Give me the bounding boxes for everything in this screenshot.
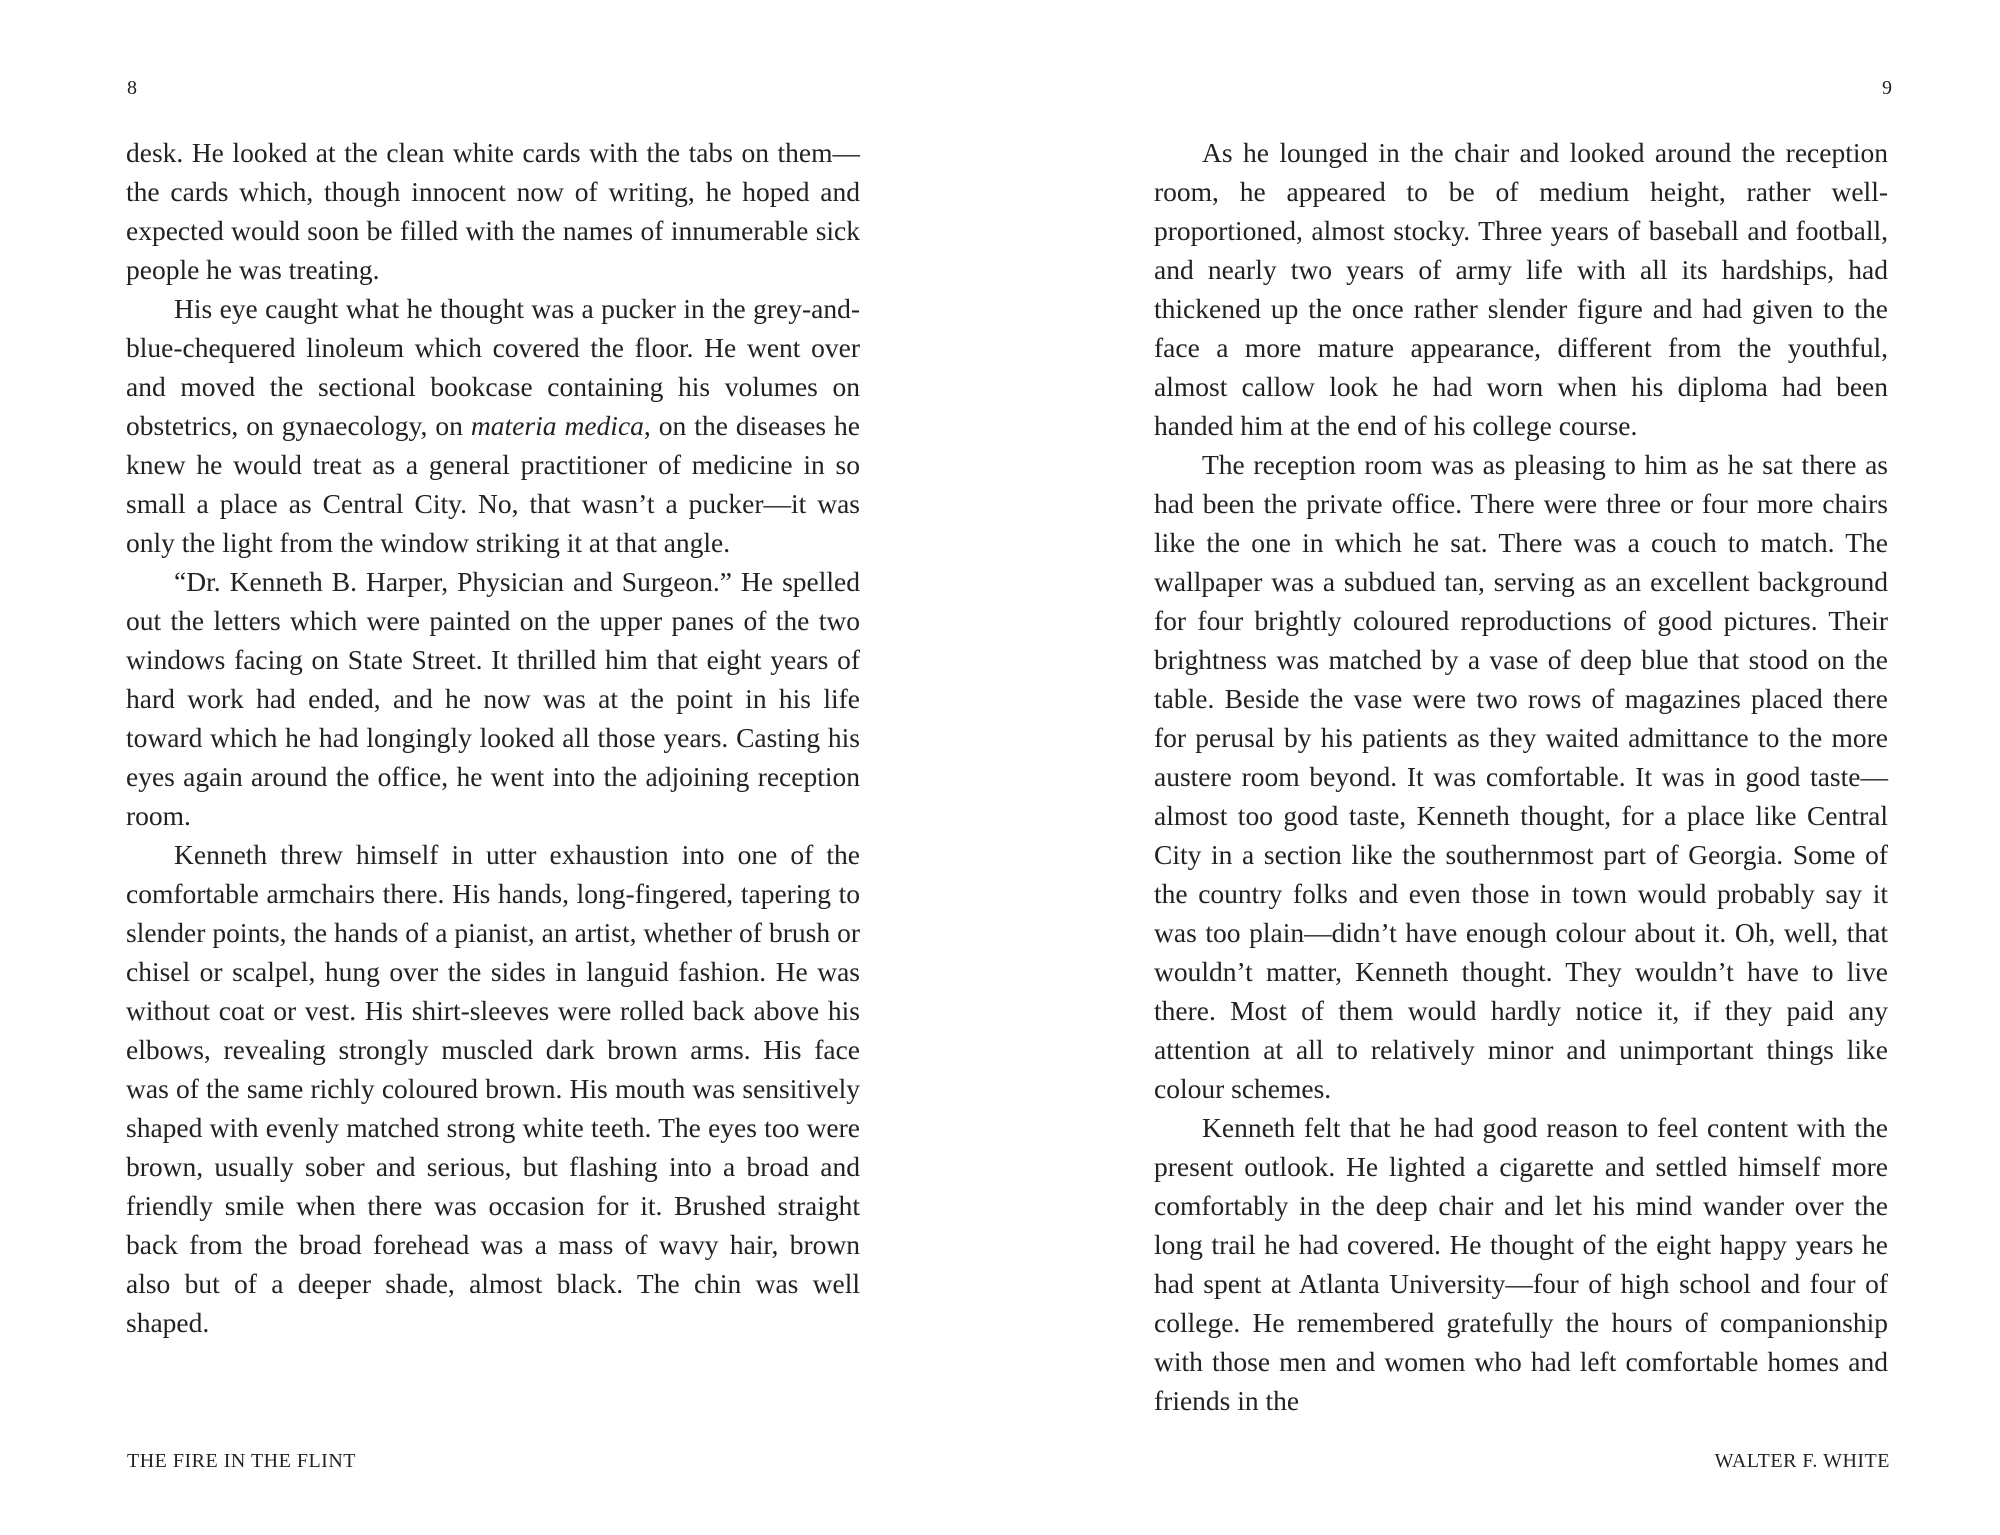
book-title-footer: THE FIRE IN THE FLINT — [127, 1450, 356, 1472]
paragraph: As he lounged in the chair and looked around the reception room, he appeared to be of medium height, rather well-proportioned, almost stocky. Three years of baseball and football, and nearly two years of army life with all its hardships, had thickened up the once rather slender figure and had given to the face a more mature appearance, different from the youthful, almost callow look he had worn when his diploma had been handed him at the end of his college course. — [1154, 137, 1888, 441]
text-run: , on the diseases he knew he would treat as a general practitioner of medicine in so small a place as Central City. No, that wasn’t a pucker—it was only the light from the window striking it at that angle. — [126, 410, 860, 558]
paragraph — [126, 289, 860, 562]
paragraph: Kenneth threw himself in utter exhaustion into one of the comfortable armchairs there. His hands, long-fingered, tapering to slender points, the hands of a pianist, an artist, whether of brush or chisel or scalpel, hung over the sides in languid fashion. He was without coat or vest. His shirt-sleeves were rolled back above his elbows, revealing strongly muscled dark brown arms. His face was of the same richly coloured brown. His mouth was sensitively shaped with evenly matched strong white teeth. The eyes too were brown, usually sober and serious, but flashing into a broad and friendly smile when there was occasion for it. Brushed straight back from the broad forehead was a mass of wavy hair, brown also but of a deeper shade, almost black. The chin was well shaped. — [126, 839, 860, 1338]
paragraph: The reception room was as pleasing to him as he sat there as had been the private office. There were three or four more chairs like the one in which he sat. There was a couch to match. The wallpaper was a subdued tan, serving as an excellent background for four brightly coloured reproductions of good pictures. Their brightness was matched by a vase of deep blue that stood on the table. Beside the vase were two rows of magazines placed there for perusal by his patients as they waited admittance to the more austere room beyond. It was comfortable. It was in good taste—almost too good taste, Kenneth thought, for a place like Central City in a section like the southernmost part of Georgia. Some of the country folks and even those in town would probably say it was too plain—didn’t have enough colour about it. Oh, well, that wouldn’t matter, Kenneth thought. They wouldn’t have to live there. Most of them would hardly notice it, if they paid any attention at all to relatively minor and unimportant things like colour schemes. — [1154, 449, 1888, 1104]
paragraph: “Dr. Kenneth B. Harper, Physician and Surgeon.” He spelled out the letters which were painted on the upper panes of the two windows facing on State Street. It thrilled him that eight years of hard work had ended, and he now was at the point in his life toward which he had longingly looked all those years. Casting his eyes again around the office, he went into the adjoining reception room. — [126, 566, 860, 831]
paragraph: Kenneth felt that he had good reason to feel content with the present outlook. He lighted a cigarette and settled himself more comfortably in the deep chair and let his mind wander over the long trail he had covered. He thought of the eight happy years he had spent at Atlanta University—four of high school and four of college. He remembered gratefully the hours of companionship with those men and women who had left comfortable homes and friends in the — [1154, 1112, 1888, 1416]
text-run: His eye caught what he thought was a pucker in the grey-and-blue-chequered linoleum which covered the floor. He went over and moved the sectional bookcase containing his volumes on obstetrics, on gynaecology, on — [126, 293, 860, 441]
italic-text: materia medica — [470, 410, 644, 441]
right-page-text — [1154, 133, 1888, 1420]
page-number-right: 9 — [1882, 77, 1892, 99]
left-page-text — [126, 133, 860, 1342]
paragraph: desk. He looked at the clean white cards with the tabs on them—the cards which, though innocent now of writing, he hoped and expected would soon be filled with the names of innumerable sick people he was treating. — [126, 137, 860, 285]
author-name-footer: WALTER F. WHITE — [1714, 1450, 1890, 1472]
page-number-left: 8 — [127, 77, 137, 99]
